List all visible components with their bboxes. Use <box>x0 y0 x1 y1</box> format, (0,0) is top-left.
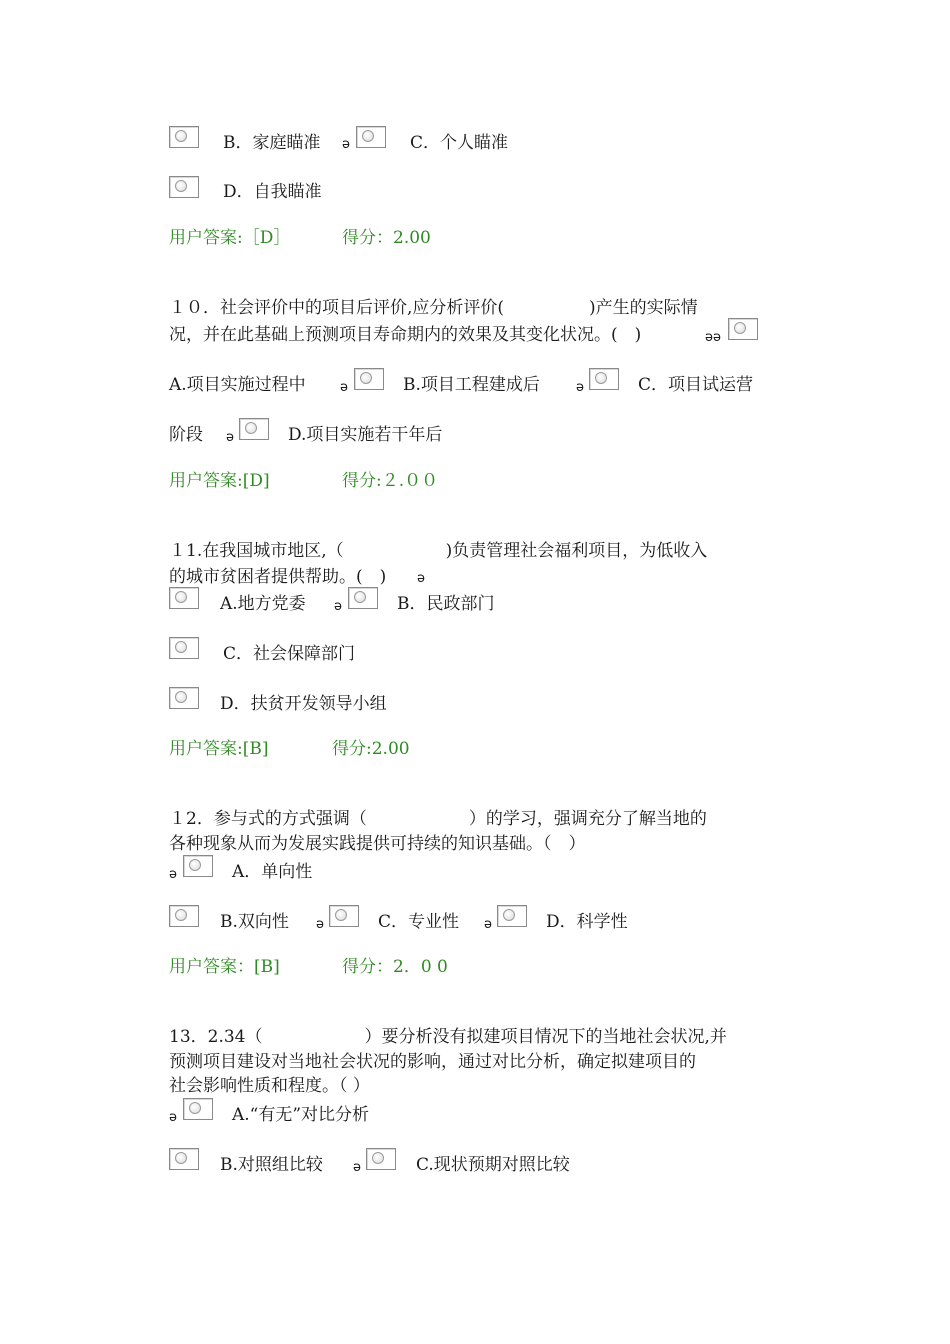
q12-option-c: C．专业性 <box>378 912 460 932</box>
radio-q12-d[interactable] <box>497 905 527 927</box>
q9-score: 得分：2.00 <box>342 228 431 248</box>
glyph-icon: ə <box>576 380 584 395</box>
q11-option-a: A.地方党委 <box>220 594 306 614</box>
q11-user-answer: 用户答案:[B] <box>169 739 269 759</box>
radio-q12-b[interactable] <box>169 905 199 927</box>
q10-option-a: A.项目实施过程中 <box>169 375 306 395</box>
glyph-icon: ə <box>334 599 342 614</box>
radio-q9-d[interactable] <box>169 176 199 198</box>
q13-option-b: B.对照组比较 <box>220 1155 323 1175</box>
radio-q13-b[interactable] <box>169 1148 199 1170</box>
radio-q12-a[interactable] <box>183 855 213 877</box>
glyph-icon: əə <box>705 330 721 345</box>
radio-q11-c[interactable] <box>169 637 199 659</box>
q10-score: 得分:２.００ <box>342 471 439 491</box>
q9-option-d: D．自我瞄准 <box>223 182 322 202</box>
q13-stem-line2: 预测项目建设对当地社会状况的影响，通过对比分析，确定拟建项目的 <box>169 1052 696 1072</box>
radio-q10-c[interactable] <box>589 368 619 390</box>
q10-option-b: B.项目工程建成后 <box>403 375 540 395</box>
glyph-icon: ə <box>342 137 350 152</box>
q12-option-d: D．科学性 <box>546 912 628 932</box>
q10-stem-line2: 况，并在此基础上预测项目寿命期内的效果及其变化状况。( ) <box>169 325 642 345</box>
radio-q10-d[interactable] <box>239 418 269 440</box>
q11-stem-line1: １1.在我国城市地区,（ )负责管理社会福利项目，为低收入 <box>169 541 708 561</box>
q12-stem-line2: 各种现象从而为发展实践提供可持续的知识基础。（ ） <box>169 834 586 854</box>
q12-option-a: A．单向性 <box>232 862 313 882</box>
q12-stem-line1: １2．参与式的方式强调（ ）的学习，强调充分了解当地的 <box>169 809 707 829</box>
q11-option-b: B．民政部门 <box>397 594 495 614</box>
radio-q13-a[interactable] <box>183 1098 213 1120</box>
q13-stem-line1: 13．2.34（ ）要分析没有拟建项目情况下的当地社会状况,并 <box>169 1027 727 1047</box>
glyph-icon: ə <box>417 571 425 586</box>
glyph-icon: ə <box>316 917 324 932</box>
q10-option-c-cont: 阶段 <box>169 425 203 445</box>
q11-score: 得分:2.00 <box>332 739 410 759</box>
radio-q9-c[interactable] <box>356 126 386 148</box>
q11-stem-line2: 的城市贫困者提供帮助。( ) <box>169 567 387 587</box>
q11-option-d: D．扶贫开发领导小组 <box>220 694 387 714</box>
q13-option-a: A.“有无”对比分析 <box>232 1105 370 1125</box>
q13-option-c: C.现状预期对照比较 <box>416 1155 570 1175</box>
q10-user-answer: 用户答案:[D] <box>169 471 270 491</box>
glyph-icon: ə <box>484 917 492 932</box>
glyph-icon: ə <box>169 867 177 882</box>
q12-option-b: B.双向性 <box>220 912 289 932</box>
q9-option-b: B．家庭瞄准 <box>223 133 321 153</box>
q9-user-answer: 用户答案:［D］ <box>169 228 291 248</box>
q13-stem-line3: 社会影响性质和程度。（ ） <box>169 1076 370 1096</box>
radio-q13-c[interactable] <box>366 1148 396 1170</box>
radio-q9-b[interactable] <box>169 126 199 148</box>
q10-option-d: D.项目实施若干年后 <box>288 425 443 445</box>
q10-stem-line1: １０．社会评价中的项目后评价,应分析评价( )产生的实际情 <box>169 298 698 318</box>
glyph-icon: ə <box>353 1160 361 1175</box>
radio-q11-d[interactable] <box>169 687 199 709</box>
glyph-icon: ə <box>340 380 348 395</box>
radio-q10-b[interactable] <box>354 368 384 390</box>
q11-option-c: C．社会保障部门 <box>223 644 356 664</box>
q12-score: 得分：2．0 0 <box>342 957 448 977</box>
glyph-icon: ə <box>226 430 234 445</box>
radio-q10-a[interactable] <box>728 318 758 340</box>
radio-q11-b[interactable] <box>348 587 378 609</box>
q9-option-c: C．个人瞄准 <box>410 133 509 153</box>
q12-user-answer: 用户答案：[B] <box>169 957 280 977</box>
radio-q11-a[interactable] <box>169 587 199 609</box>
q10-option-c: C．项目试运营 <box>638 375 754 395</box>
radio-q12-c[interactable] <box>329 905 359 927</box>
glyph-icon: ə <box>169 1110 177 1125</box>
